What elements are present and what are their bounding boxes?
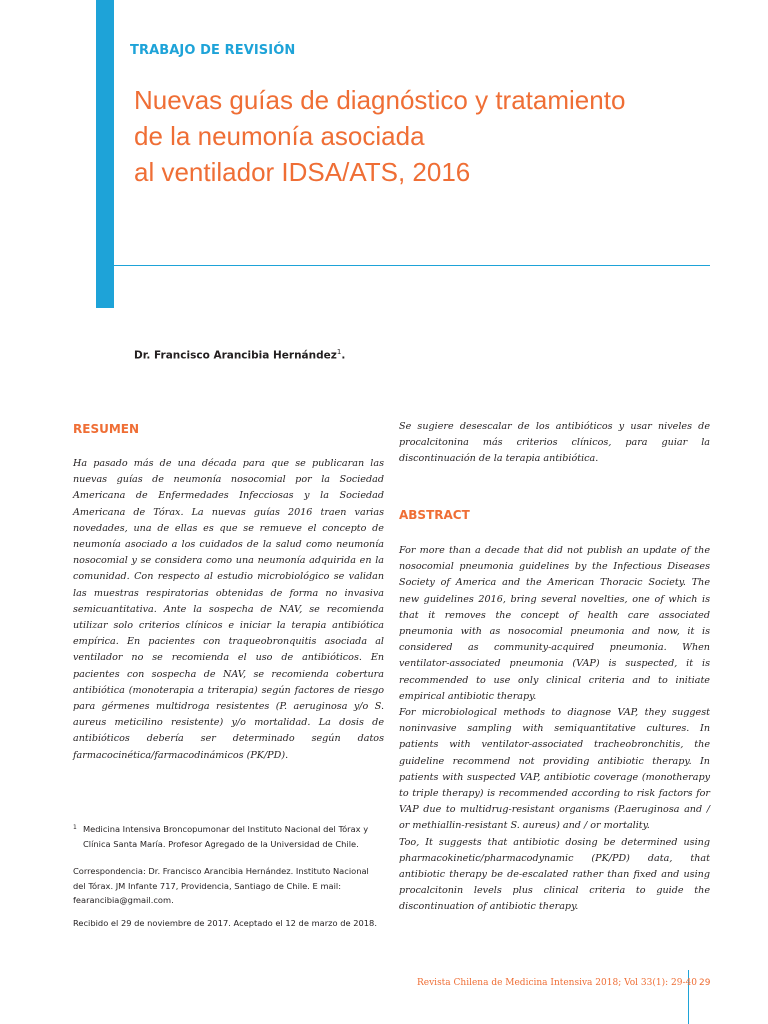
received-text: Recibido el 29 de noviembre de 2017. Aceptado el 12 de marzo de 2018. [73, 918, 377, 928]
affiliation-footnote-text: Medicina Intensiva Broncopumonar del Instituto Nacional del Tórax y Clínica Santa María. Profesor Agregado de la Universidad de Chile. [83, 824, 369, 849]
section-type-label: TRABAJO DE REVISIÓN [130, 43, 296, 58]
resumen-continuation-paragraph: Se sugiere desescalar de los antibióticos y usar niveles de procalcitonina más criterios clínicos, para guiar la discontinuación de la terapia antibiótica. [399, 421, 710, 465]
received-footnote [73, 916, 383, 931]
resumen-paragraph: Ha pasado más de una década para que se publicaran las nuevas guías de neumonía nosocomial por la Sociedad Americana de Enfermedades Infecciosas y la Sociedad Americana de Tórax. La nuevas guías 2016 traen varias novedades, una de ellas es que se remueve el concepto de neumonía asociado a los cuidados de la salud como neumonía nosocomial y se considera como una neumonía adquirida en la comunidad. Con respecto al estudio microbiológico se validan las muestras respiratorias obtenidas de forma no invasiva semicuantitativa. Ante la sospecha de NAV, se recomienda utilizar solo criterios clínicos e iniciar la terapia antibiótica empírica. En pacientes con traqueobronquitis asociada al ventilador no se recomienda el uso de antibióticos. En pacientes con sospecha de NAV, se recomienda cobertura antibiótica (monoterapia a triterapia) según factores de riesgo para gérmenes multidroga resistentes (P. aeruginosa y/o S. aureus meticilino resistente) y/o mortalidad. La dosis de antibióticos debería ser determinado según datos farmacocinética/farmacodinámicos (PK/PD). [73, 458, 384, 761]
page-number: 29 [699, 978, 711, 988]
resumen-continuation [399, 419, 710, 468]
author-affiliation-mark: 1 [336, 348, 342, 356]
abstract-text [399, 543, 710, 916]
article-title [134, 82, 694, 190]
correspondence-text: Correspondencia: Dr. Francisco Arancibia Hernández. Instituto Nacional del Tórax. JM Infante 717, Providencia, Santiago de Chile. E mail: fearancibia@gmail.com. [73, 866, 369, 905]
header-divider [96, 265, 710, 266]
affiliation-footnote [73, 822, 383, 851]
resumen-heading: RESUMEN [73, 422, 140, 436]
header-accent-bar [96, 0, 114, 308]
affiliation-footnote-mark: 1 [73, 824, 77, 831]
abstract-paragraph-1: For more than a decade that did not publish an update of the nosocomial pneumonia guidelines by the Infectious Diseases Society of America and the American Thoracic Society. The new guidelines 2016, bring several novelties, one of which is that it removes the concept of health care associated pneumonia with as nosocomial pneumonia and now, it is considered as community-acquired pneumonia. When ventilator-associated pneumonia (VAP) is suspected, it is recommended to use only clinical criteria and to initiate empirical antibiotic therapy. [399, 545, 710, 702]
abstract-paragraph-3: Too, It suggests that antibiotic dosing be determined using pharmacokinetic/pharmacodynamic (PK/PD) data, that antibiotic therapy be de-escalated rather than fixed and using procalcitonin levels plus clinical criteria to guide the discontinuation of antibiotic therapy. [399, 836, 710, 913]
author-name: Dr. Francisco Arancibia Hernández [134, 349, 337, 362]
abstract-paragraph-2: For microbiological methods to diagnose VAP, they suggest noninvasive sampling with semiquantitative cultures. In patients with ventilator-associated tracheobronchitis, the guideline recommend not providing antibiotic therapy. In patients with suspected VAP, antibiotic coverage (monotherapy to triple therapy) is recommended according to risk factors for VAP due to multidrug-resistant organisms (P.aeruginosa and / or methiallin-resistant S. aureus) and / or mortality. [399, 707, 710, 832]
article-title-line-1: Nuevas guías de diagnóstico y tratamiento [134, 85, 626, 115]
article-title-line-3: al ventilador IDSA/ATS, 2016 [134, 157, 471, 187]
correspondence-footnote [73, 864, 383, 908]
author-suffix: . [341, 349, 346, 362]
journal-citation: Revista Chilena de Medicina Intensiva 2018; Vol 33(1): 29-40 [417, 978, 697, 988]
resumen-text [73, 456, 384, 764]
author-line [134, 348, 345, 362]
article-title-line-2: de la neumonía asociada [134, 121, 425, 151]
abstract-heading: ABSTRACT [399, 508, 470, 522]
